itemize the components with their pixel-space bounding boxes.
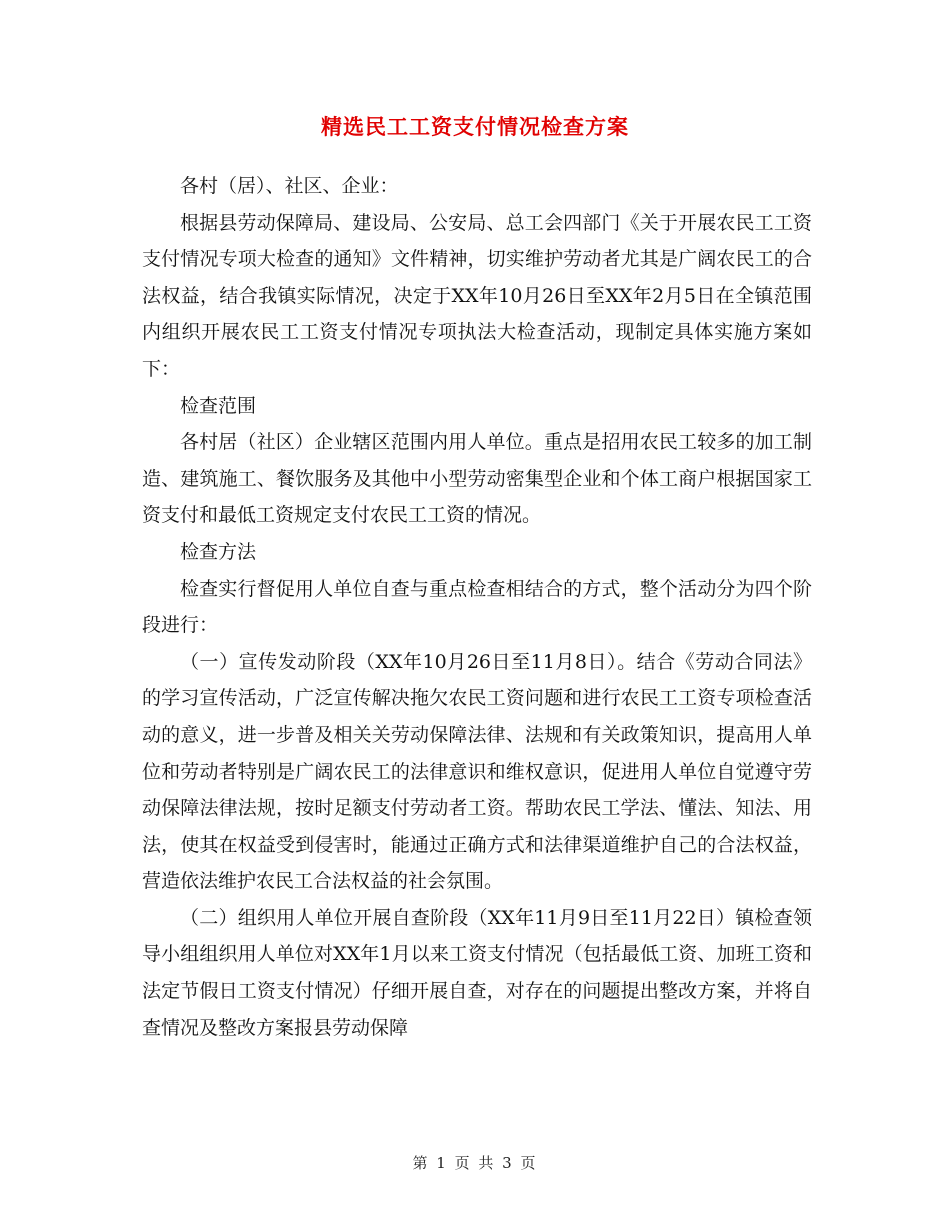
document-body <box>142 168 812 1046</box>
page-number-footer: 第 1 页 共 3 页 <box>412 1154 538 1172</box>
salutation: 各村（居）、社区、企业： <box>180 175 399 197</box>
paragraph-scope: 各村居（社区）企业辖区范围内用人单位。重点是招用农民工较多的加工制造、建筑施工、餐饮服务及其他中小型劳动密集型企业和个体工商户根据国家工资支付和最低工资规定支付农民工工资的情况。 <box>142 431 812 527</box>
section-heading-scope: 检查范围 <box>180 394 257 417</box>
paragraph-method: 检查实行督促用人单位自查与重点检查相结合的方式，整个活动分为四个阶段进行： <box>142 577 812 637</box>
paragraph-stage-two: （二）组织用人单位开展自查阶段（XX年11月9日至11月22日）镇检查领导小组组织用人单位对XX年1月以来工资支付情况（包括最低工资、加班工资和法定节假日工资支付情况）仔细开展自查，对存在的问题提出整改方案，并将自查情况及整改方案报县劳动保障 <box>142 906 812 1039</box>
paragraph-stage-one: （一）宣传发动阶段（XX年10月26日至11月8日）。结合《劳动合同法》的学习宣传活动，广泛宣传解决拖欠农民工资问题和进行农民工工资专项检查活动的意义，进一步普及相关关劳动保障法律、法规和有关政策知识，提高用人单位和劳动者特别是广阔农民工的法律意识和维权意识，促进用人单位自觉遵守劳动保障法律法规，按时足额支付劳动者工资。帮助农民工学法、懂法、知法、用法，使其在权益受到侵害时，能通过正确方式和法律渠道维护自己的合法权益，营造依法维护农民工合法权益的社会氛围。 <box>142 650 812 893</box>
paragraph-intro: 根据县劳动保障局、建设局、公安局、总工会四部门《关于开展农民工工资支付情况专项大检查的通知》文件精神，切实维护劳动者尤其是广阔农民工的合法权益，结合我镇实际情况，决定于XX年10月26日至XX年2月5日在全镇范围内组织开展农民工工资支付情况专项执法大检查活动，现制定具体实施方案如下： <box>142 211 812 380</box>
document-title: 精选民工工资支付情况检查方案 <box>321 114 629 139</box>
section-heading-method: 检查方法 <box>180 540 257 563</box>
